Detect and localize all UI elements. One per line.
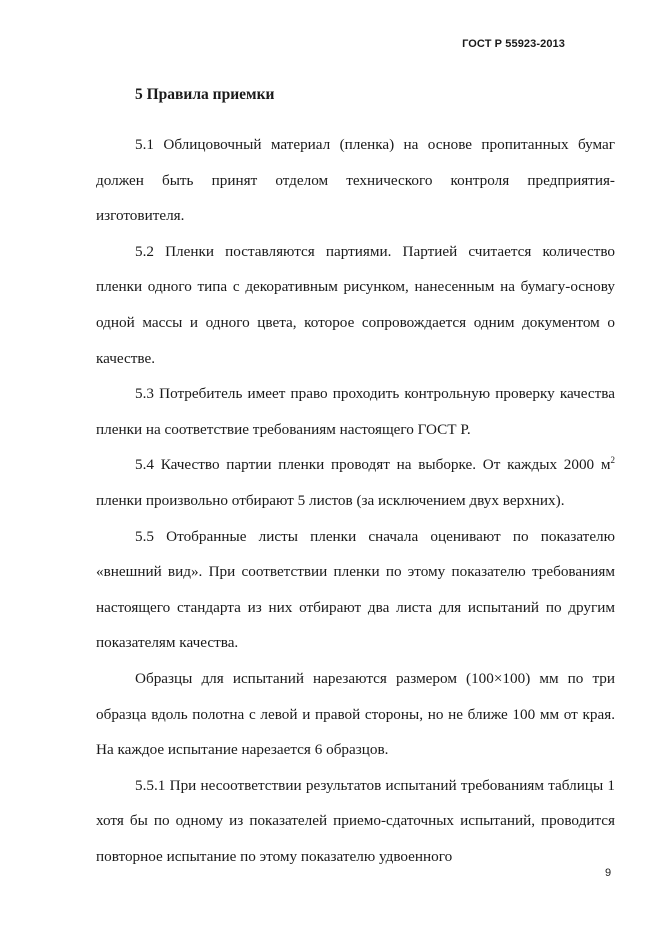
body-text xyxy=(96,127,615,874)
paragraph-samples: Образцы для испытаний нарезаются размером (100×100) мм по три образца вдоль полотна с левой и правой стороны, но не ближе 100 мм от края. На каждое испытание нарезается 6 образцов. xyxy=(96,669,615,759)
paragraph-5-5-1: 5.5.1 При несоответствии результатов испытаний требованиям таблицы 1 хотя бы по одному из показателей приемо-сдаточных испытаний, проводится повторное испытание по этому показателю удвоенного xyxy=(96,776,615,865)
paragraph-5-4-text-start: 5.4 Качество партии пленки проводят на выборке. От каждых 2000 м xyxy=(135,456,611,474)
section-title: 5 Правила приемки xyxy=(135,86,275,103)
page-number: 9 xyxy=(605,867,612,879)
paragraph-5-3: 5.3 Потребитель имеет право проходить контрольную проверку качества пленки на соответствие требованиям настоящего ГОСТ Р. xyxy=(96,385,615,438)
paragraph-5-4-text-end: пленки произвольно отбирают 5 листов (за исключением двух верхних). xyxy=(96,491,565,509)
paragraph-5-4 xyxy=(96,447,615,518)
paragraph-5-5: 5.5 Отобранные листы пленки сначала оценивают по показателю «внешний вид». При соответствии пленки по этому показателю требованиям настоящего стандарта из них отбирают два листа для испытаний по другим показателям качества. xyxy=(96,527,615,652)
document-code-header: ГОСТ Р 55923-2013 xyxy=(462,38,565,50)
square-superscript: 2 xyxy=(610,455,615,466)
paragraph-5-1: 5.1 Облицовочный материал (пленка) на основе пропитанных бумаг должен быть принят отделом технического контроля предприятия-изготовителя. xyxy=(96,136,615,225)
paragraph-5-2: 5.2 Пленки поставляются партиями. Партией считается количество пленки одного типа с декоративным рисунком, нанесенным на бумагу-основу одной массы и одного цвета, которое сопровождается одним документом о качестве. xyxy=(96,242,615,367)
